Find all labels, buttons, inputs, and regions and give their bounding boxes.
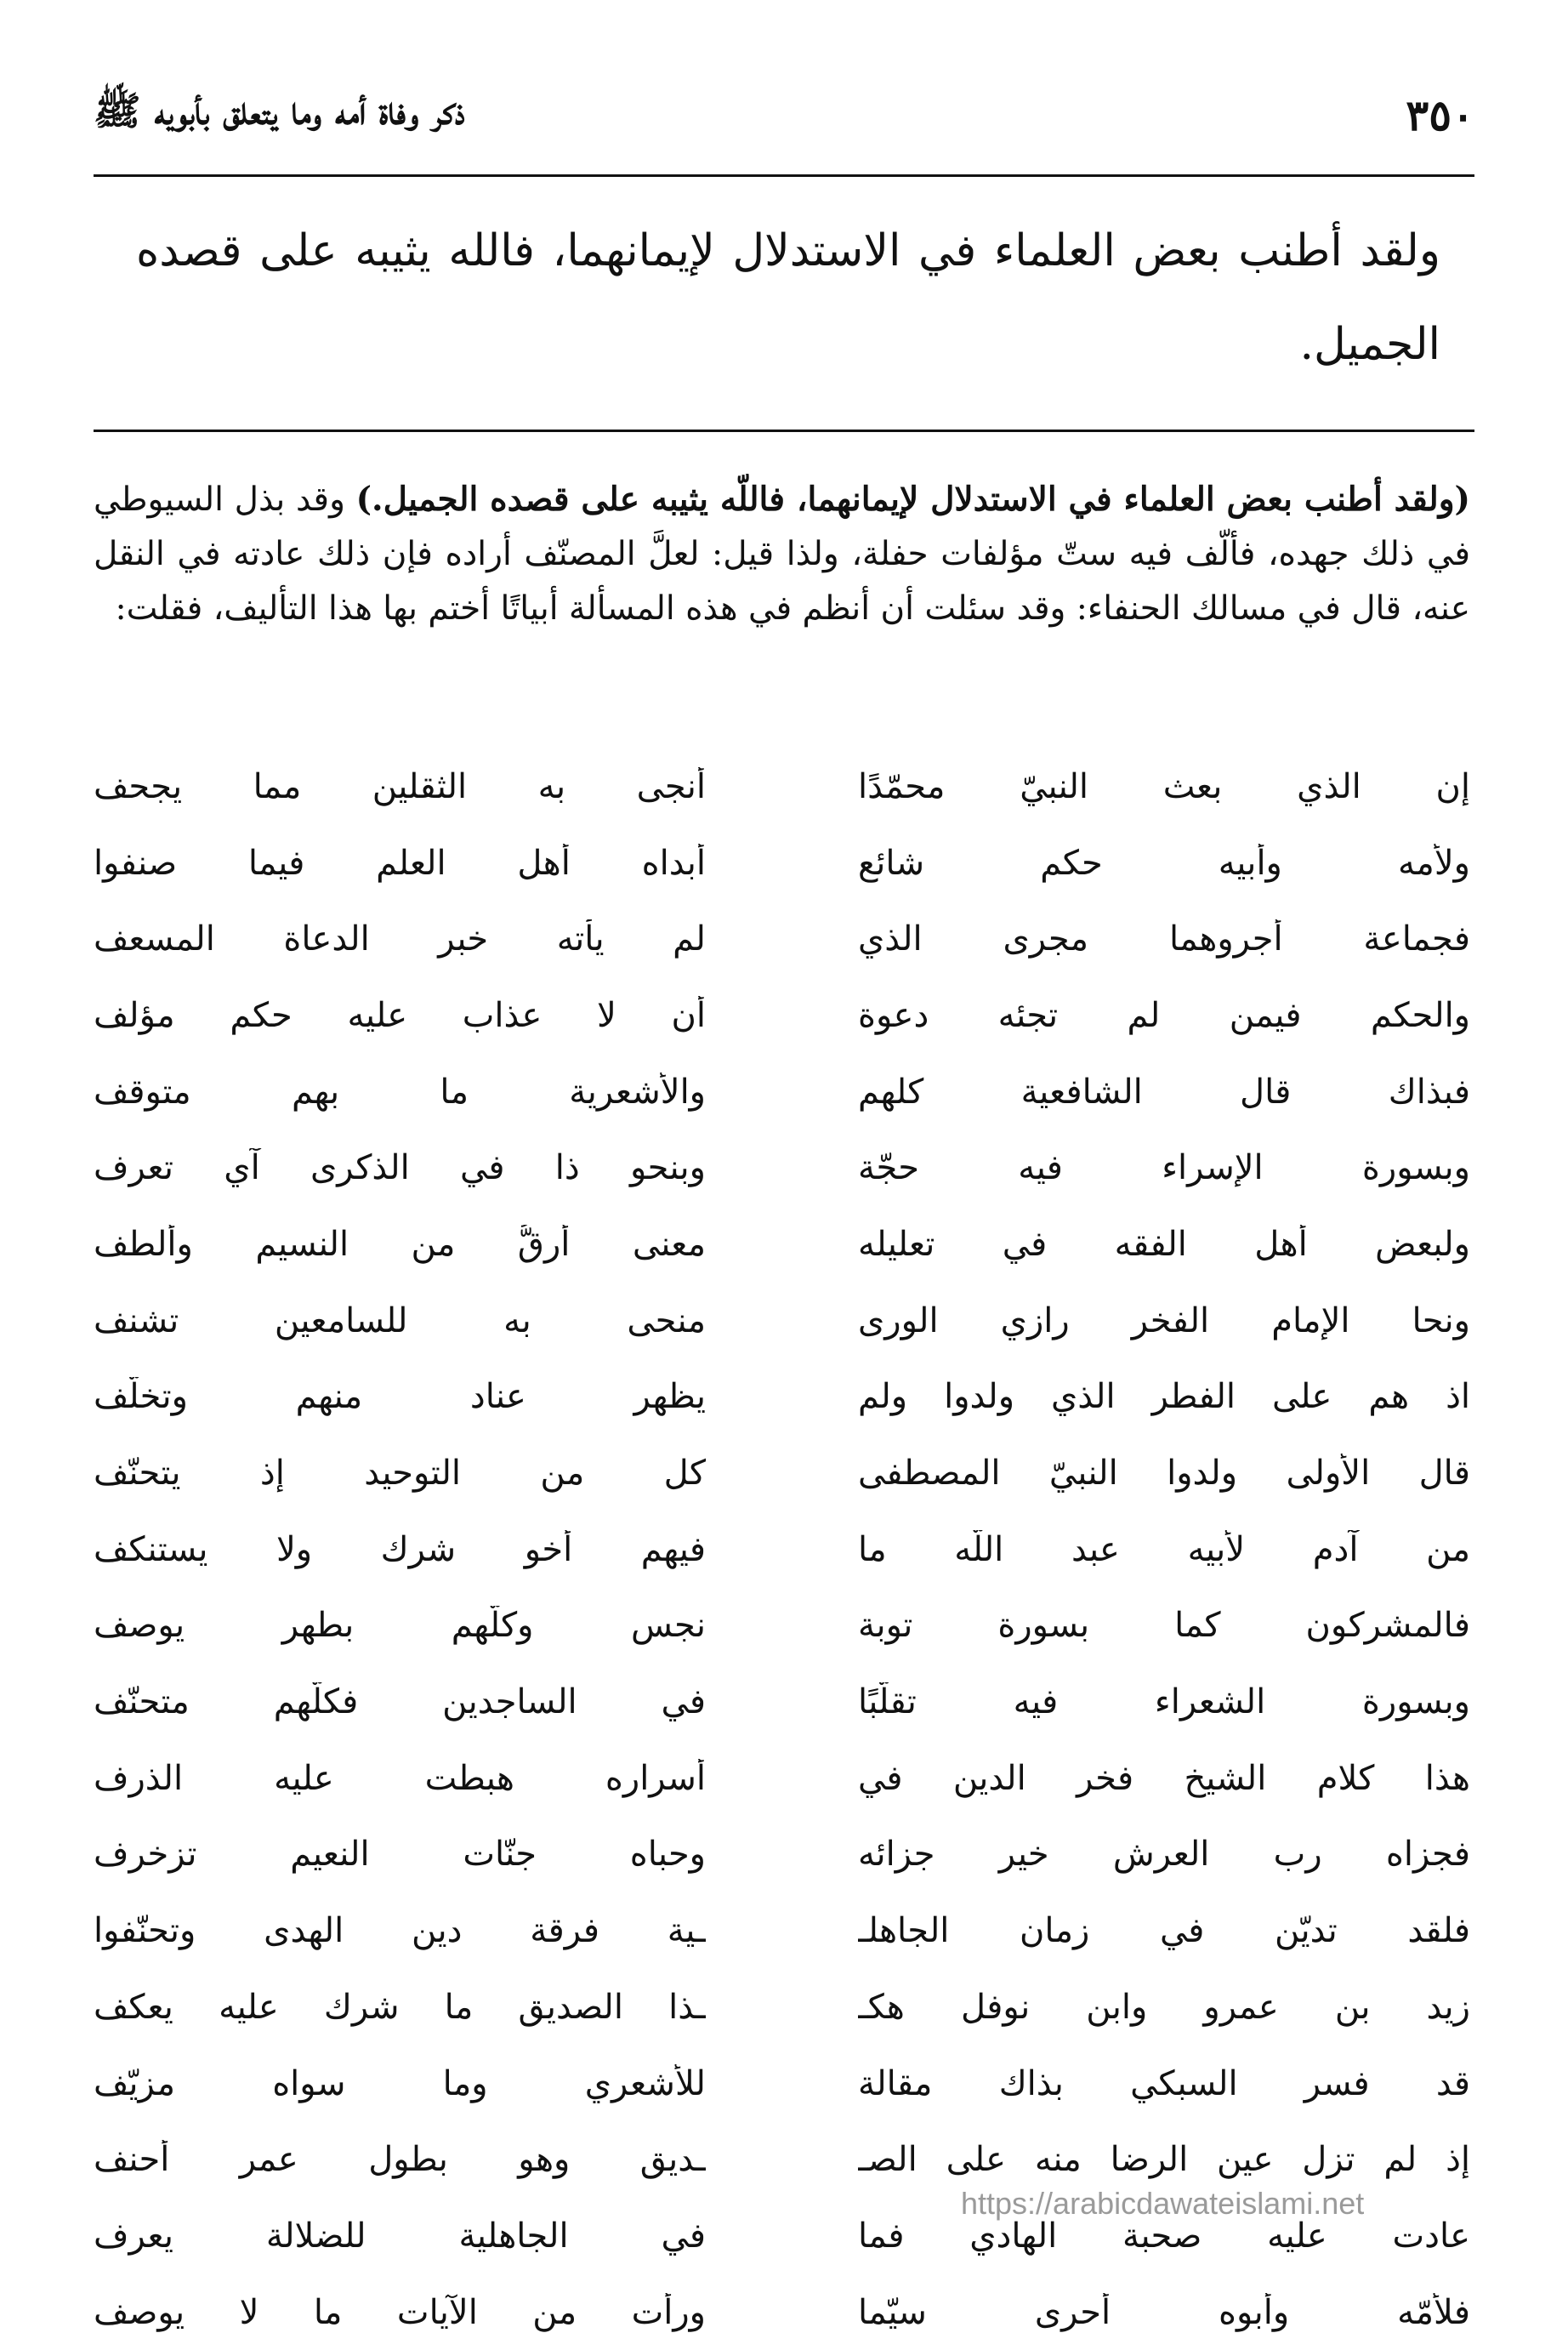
verse-first-hemistich: ونحا الإمام الفخر رازي الورى	[858, 1300, 1470, 1340]
verse-second-hemistich: في الساجدين فكلّهم متحنّف	[94, 1682, 706, 1722]
poem-verse	[94, 748, 1470, 825]
verse-first-hemistich: والحكم فيمن لم تجئه دعوة	[858, 995, 1470, 1035]
verse-first-hemistich: إن الذي بعث النبيّ محمّدًا	[858, 766, 1470, 806]
poem-verse	[94, 1664, 1470, 1740]
verse-second-hemistich: في الجاهلية للضلالة يعرف	[94, 2216, 706, 2256]
poem-verse	[94, 2274, 1470, 2350]
verse-second-hemistich: للأشعري وما سواه مزيّف	[94, 2063, 706, 2103]
poem-verse	[94, 1359, 1470, 1436]
verse-second-hemistich: ـية فرقة دين الهدى وتحنّفوا	[94, 1911, 706, 1951]
verse-second-hemistich: أن لا عذاب عليه حكم مؤلف	[94, 995, 706, 1035]
verse-second-hemistich: ـديق وهو بطول عمر أحنف	[94, 2140, 706, 2180]
poem-verse	[94, 1892, 1470, 1969]
verse-second-hemistich: منحى به للسامعين تشنف	[94, 1300, 706, 1340]
poem-verse	[94, 1129, 1470, 1206]
header-divider	[94, 174, 1474, 177]
verse-first-hemistich: هذا كلام الشيخ فخر الدين في	[858, 1758, 1470, 1798]
verse-second-hemistich: لم يأته خبر الدعاة المسعف	[94, 919, 706, 959]
verse-first-hemistich: اذ هم على الفطر الذي ولدوا ولم	[858, 1377, 1470, 1417]
poem-verse	[94, 977, 1470, 1054]
poem-verse	[94, 1435, 1470, 1511]
page-number: ٣٥٠	[1406, 89, 1474, 140]
poem-verse	[94, 1206, 1470, 1283]
verse-first-hemistich: قال الأولى ولدوا النبيّ المصطفى	[858, 1454, 1470, 1494]
poem-verse	[94, 825, 1470, 902]
commentary-body: وقد بذل السيوطي في ذلك جهده، فألّف فيه ستّ مؤلفات حفلة، ولذا قيل: لعلَّ المصنّف أراده فإن ذلك عادته في النقل عنه، قال في مسالك الحنفاء: وقد سئلت أن أنظم في هذه المسألة أبياتًا أختم بها هذا التأليف، فقلت:	[94, 481, 1470, 628]
verse-second-hemistich: نجس وكلّهم بطهر يوصف	[94, 1606, 706, 1646]
poem-verse	[94, 1588, 1470, 1664]
verse-first-hemistich: فجماعة أجروهما مجرى الذي	[858, 919, 1470, 959]
verse-first-hemistich: إذ لم تزل عين الرضا منه على الصـ	[858, 2140, 1470, 2180]
poem-verse	[94, 1817, 1470, 1893]
main-text: ولقد أطنب بعض العلماء في الاستدلال لإيمانهما، فالله يثيبه على قصده الجميل.	[136, 225, 1440, 370]
verse-first-hemistich: فالمشركون كما بسورة توبة	[858, 1606, 1470, 1646]
verse-first-hemistich: عادت عليه صحبة الهادي فما	[858, 2216, 1470, 2256]
verse-second-hemistich: فيهم أخو شرك ولا يستنكف	[94, 1529, 706, 1569]
page-header	[94, 81, 1474, 149]
verse-second-hemistich: وبنحو ذا في الذكرى آي تعرف	[94, 1148, 706, 1188]
verse-first-hemistich: قد فسر السبكي بذاك مقالة	[858, 2063, 1470, 2103]
verse-second-hemistich: أسراره هبطت عليه الذرف	[94, 1758, 706, 1798]
poem-verse	[94, 1054, 1470, 1130]
verse-first-hemistich: فلقد تديّن في زمان الجاهلـ	[858, 1911, 1470, 1951]
verse-first-hemistich: من آدم لأبيه عبد اللّه ما	[858, 1529, 1470, 1569]
commentary-quote: (ولقد أطنب بعض العلماء في الاستدلال لإيمانهما، فاللّه يثيبه على قصده الجميل.)	[355, 480, 1470, 519]
watermark: https://arabicdawateislami.net	[961, 2186, 1365, 2221]
poem-verse	[94, 901, 1470, 977]
poem-verse	[94, 2046, 1470, 2122]
verse-second-hemistich: كل من التوحيد إذ يتحنّف	[94, 1454, 706, 1494]
verse-second-hemistich: أنجى به الثقلين مما يجحف	[94, 766, 706, 806]
poem	[94, 748, 1470, 2350]
verse-first-hemistich: فبذاك قال الشافعية كلهم	[858, 1072, 1470, 1112]
poem-verse	[94, 1283, 1470, 1359]
verse-first-hemistich: ولبعض أهل الفقه في تعليله	[858, 1224, 1470, 1264]
verse-first-hemistich: زيد بن عمرو وابن نوفل هكـ	[858, 1987, 1470, 2027]
verse-second-hemistich: ورأت من الآيات ما لا يوصف	[94, 2292, 706, 2332]
poem-verse	[94, 1740, 1470, 1817]
commentary	[94, 472, 1470, 636]
verse-first-hemistich: ولأُمه وأبيه حكم شائع	[858, 843, 1470, 883]
verse-second-hemistich: والأشعرية ما بهم متوقف	[94, 1072, 706, 1112]
poem-verse	[94, 1511, 1470, 1588]
verse-second-hemistich: معنى أرقُّ من النسيم وألطف	[94, 1224, 706, 1264]
section-divider	[94, 430, 1474, 432]
verse-second-hemistich: ـذا الصديق ما شرك عليه يعكف	[94, 1987, 706, 2027]
poem-verse	[94, 1969, 1470, 2046]
verse-second-hemistich: يظهر عناد منهم وتخلّف	[94, 1377, 706, 1417]
running-title: ذكر وفاة أمه وما يتعلق بأبويه ﷺ	[94, 87, 465, 134]
verse-second-hemistich: أبداه أهل العلم فيما صنفوا	[94, 843, 706, 883]
verse-first-hemistich: وبسورة الشعراء فيه تقلّبًا	[858, 1682, 1470, 1722]
verse-second-hemistich: وحباه جنّات النعيم تزخرف	[94, 1835, 706, 1875]
verse-first-hemistich: فلأمّه وأبوه أحرى سيّما	[858, 2292, 1470, 2332]
verse-first-hemistich: فجزاه رب العرش خير جزائه	[858, 1835, 1470, 1875]
verse-first-hemistich: وبسورة الإسراء فيه حجّة	[858, 1148, 1470, 1188]
